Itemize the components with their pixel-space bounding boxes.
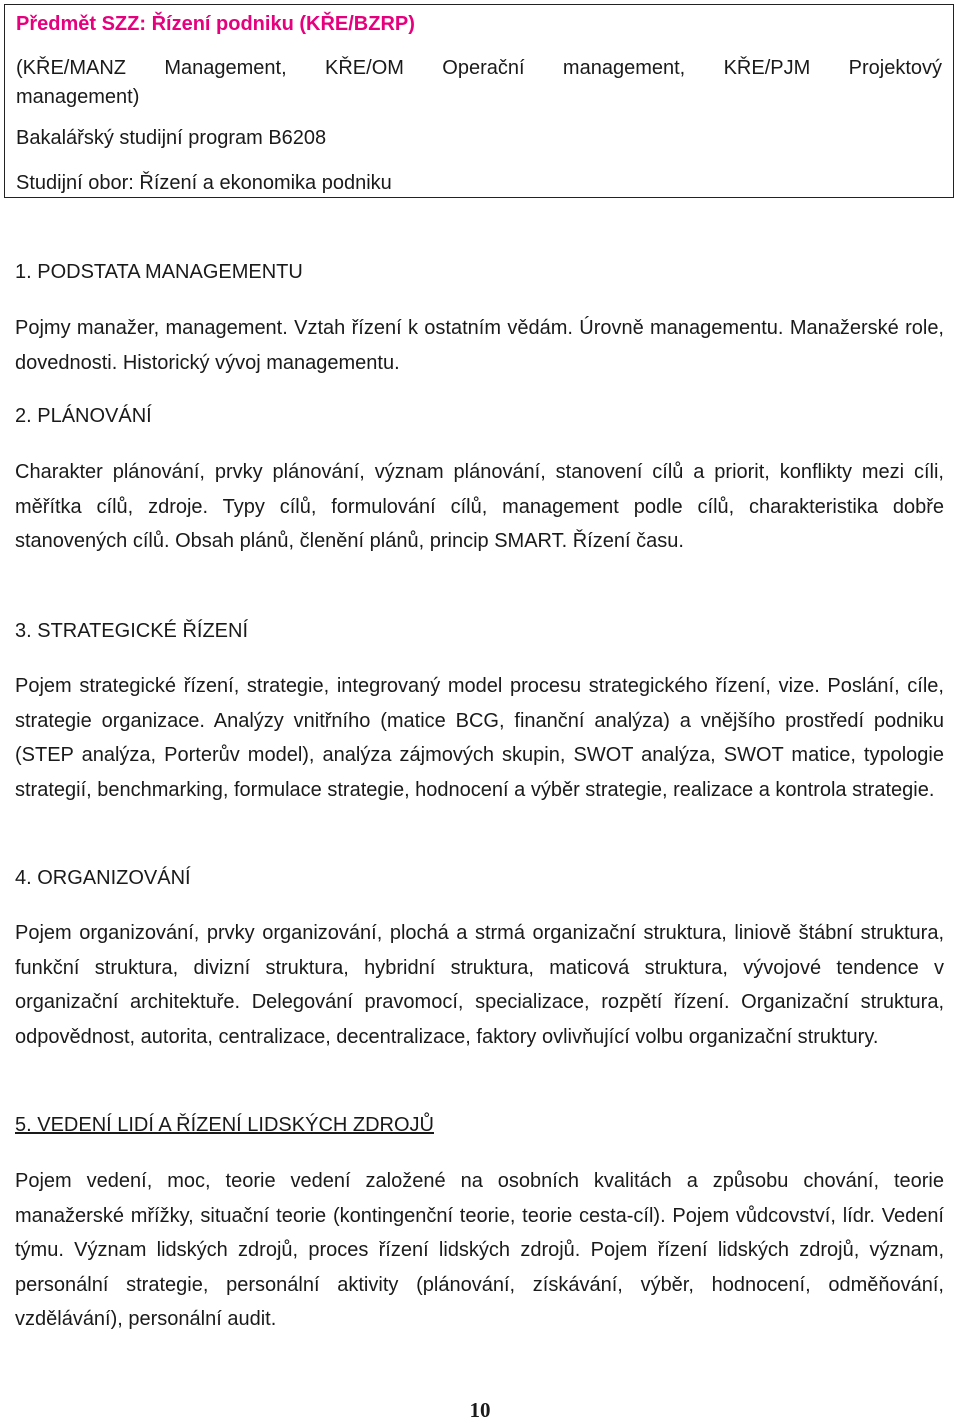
section-heading-1: 1. PODSTATA MANAGEMENTU [15, 261, 303, 283]
section-heading-2: 2. PLÁNOVÁNÍ [15, 405, 152, 427]
courses-line-1: (KŘE/MANZ Management, KŘE/OM Operační management, KŘE/PJM Projektový [16, 57, 942, 79]
subject-title: Předmět SZZ: Řízení podniku (KŘE/BZRP) [16, 13, 415, 35]
section-body-4: Pojem organizování, prvky organizování, plochá a strmá organizační struktura, liniově štábní struktura, funkční struktura, divizní struktura, hybridní struktura, maticová struktura, vývojové tendence v organizační architektuře. Delegování pravomocí, specializace, rozpětí řízení. Organizační struktura, odpovědnost, autorita, centralizace, decentralizace, faktory ovlivňující volbu organizační struktury. [15, 922, 944, 1048]
section-heading-4: 4. ORGANIZOVÁNÍ [15, 867, 191, 889]
section-heading-5: 5. VEDENÍ LIDÍ A ŘÍZENÍ LIDSKÝCH ZDROJŮ [15, 1114, 434, 1136]
section-body-3: Pojem strategické řízení, strategie, integrovaný model procesu strategického řízení, vize. Poslání, cíle, strategie organizace. Analýzy vnitřního (matice BCG, finanční analýza) a vnějšího prostředí podniku (STEP analýza, Porterův model), analýza zájmových skupin, SWOT analýza, SWOT matice, typologie strategií, benchmarking, formulace strategie, hodnocení a výběr strategie, realizace a kontrola strategie. [15, 675, 944, 801]
page-number: 10 [469, 1398, 491, 1422]
section-body-2: Charakter plánování, prvky plánování, význam plánování, stanovení cílů a priorit, konflikty mezi cíli, měřítka cílů, zdroje. Typy cílů, formulování cílů, management podle cílů, charakteristika dobře stanovených cílů. Obsah plánů, členění plánů, princip SMART. Řízení času. [15, 461, 944, 553]
section-body-5: Pojem vedení, moc, teorie vedení založené na osobních kvalitách a způsobu chování, teorie manažerské mřížky, situační teorie (kontingenční teorie, teorie cesta-cíl). Pojem vůdcovství, lídr. Vedení týmu. Význam lidských zdrojů, proces řízení lidských zdrojů. Pojem řízení lidských zdrojů, význam, personální strategie, personální aktivity (plánování, získávání, výběr, hodnocení, odměňování, vzdělávání), personální audit. [15, 1170, 944, 1331]
section-body-1: Pojmy manažer, management. Vztah řízení k ostatním vědám. Úrovně managementu. Manažerské role, dovednosti. Historický vývoj managementu. [15, 317, 944, 374]
courses-line-2: management) [16, 86, 140, 108]
subject-header-box [4, 4, 954, 198]
section-heading-3: 3. STRATEGICKÉ ŘÍZENÍ [15, 620, 248, 642]
study-program: Bakalářský studijní program B6208 [16, 127, 327, 149]
study-field: Studijní obor: Řízení a ekonomika podniku [16, 172, 392, 194]
